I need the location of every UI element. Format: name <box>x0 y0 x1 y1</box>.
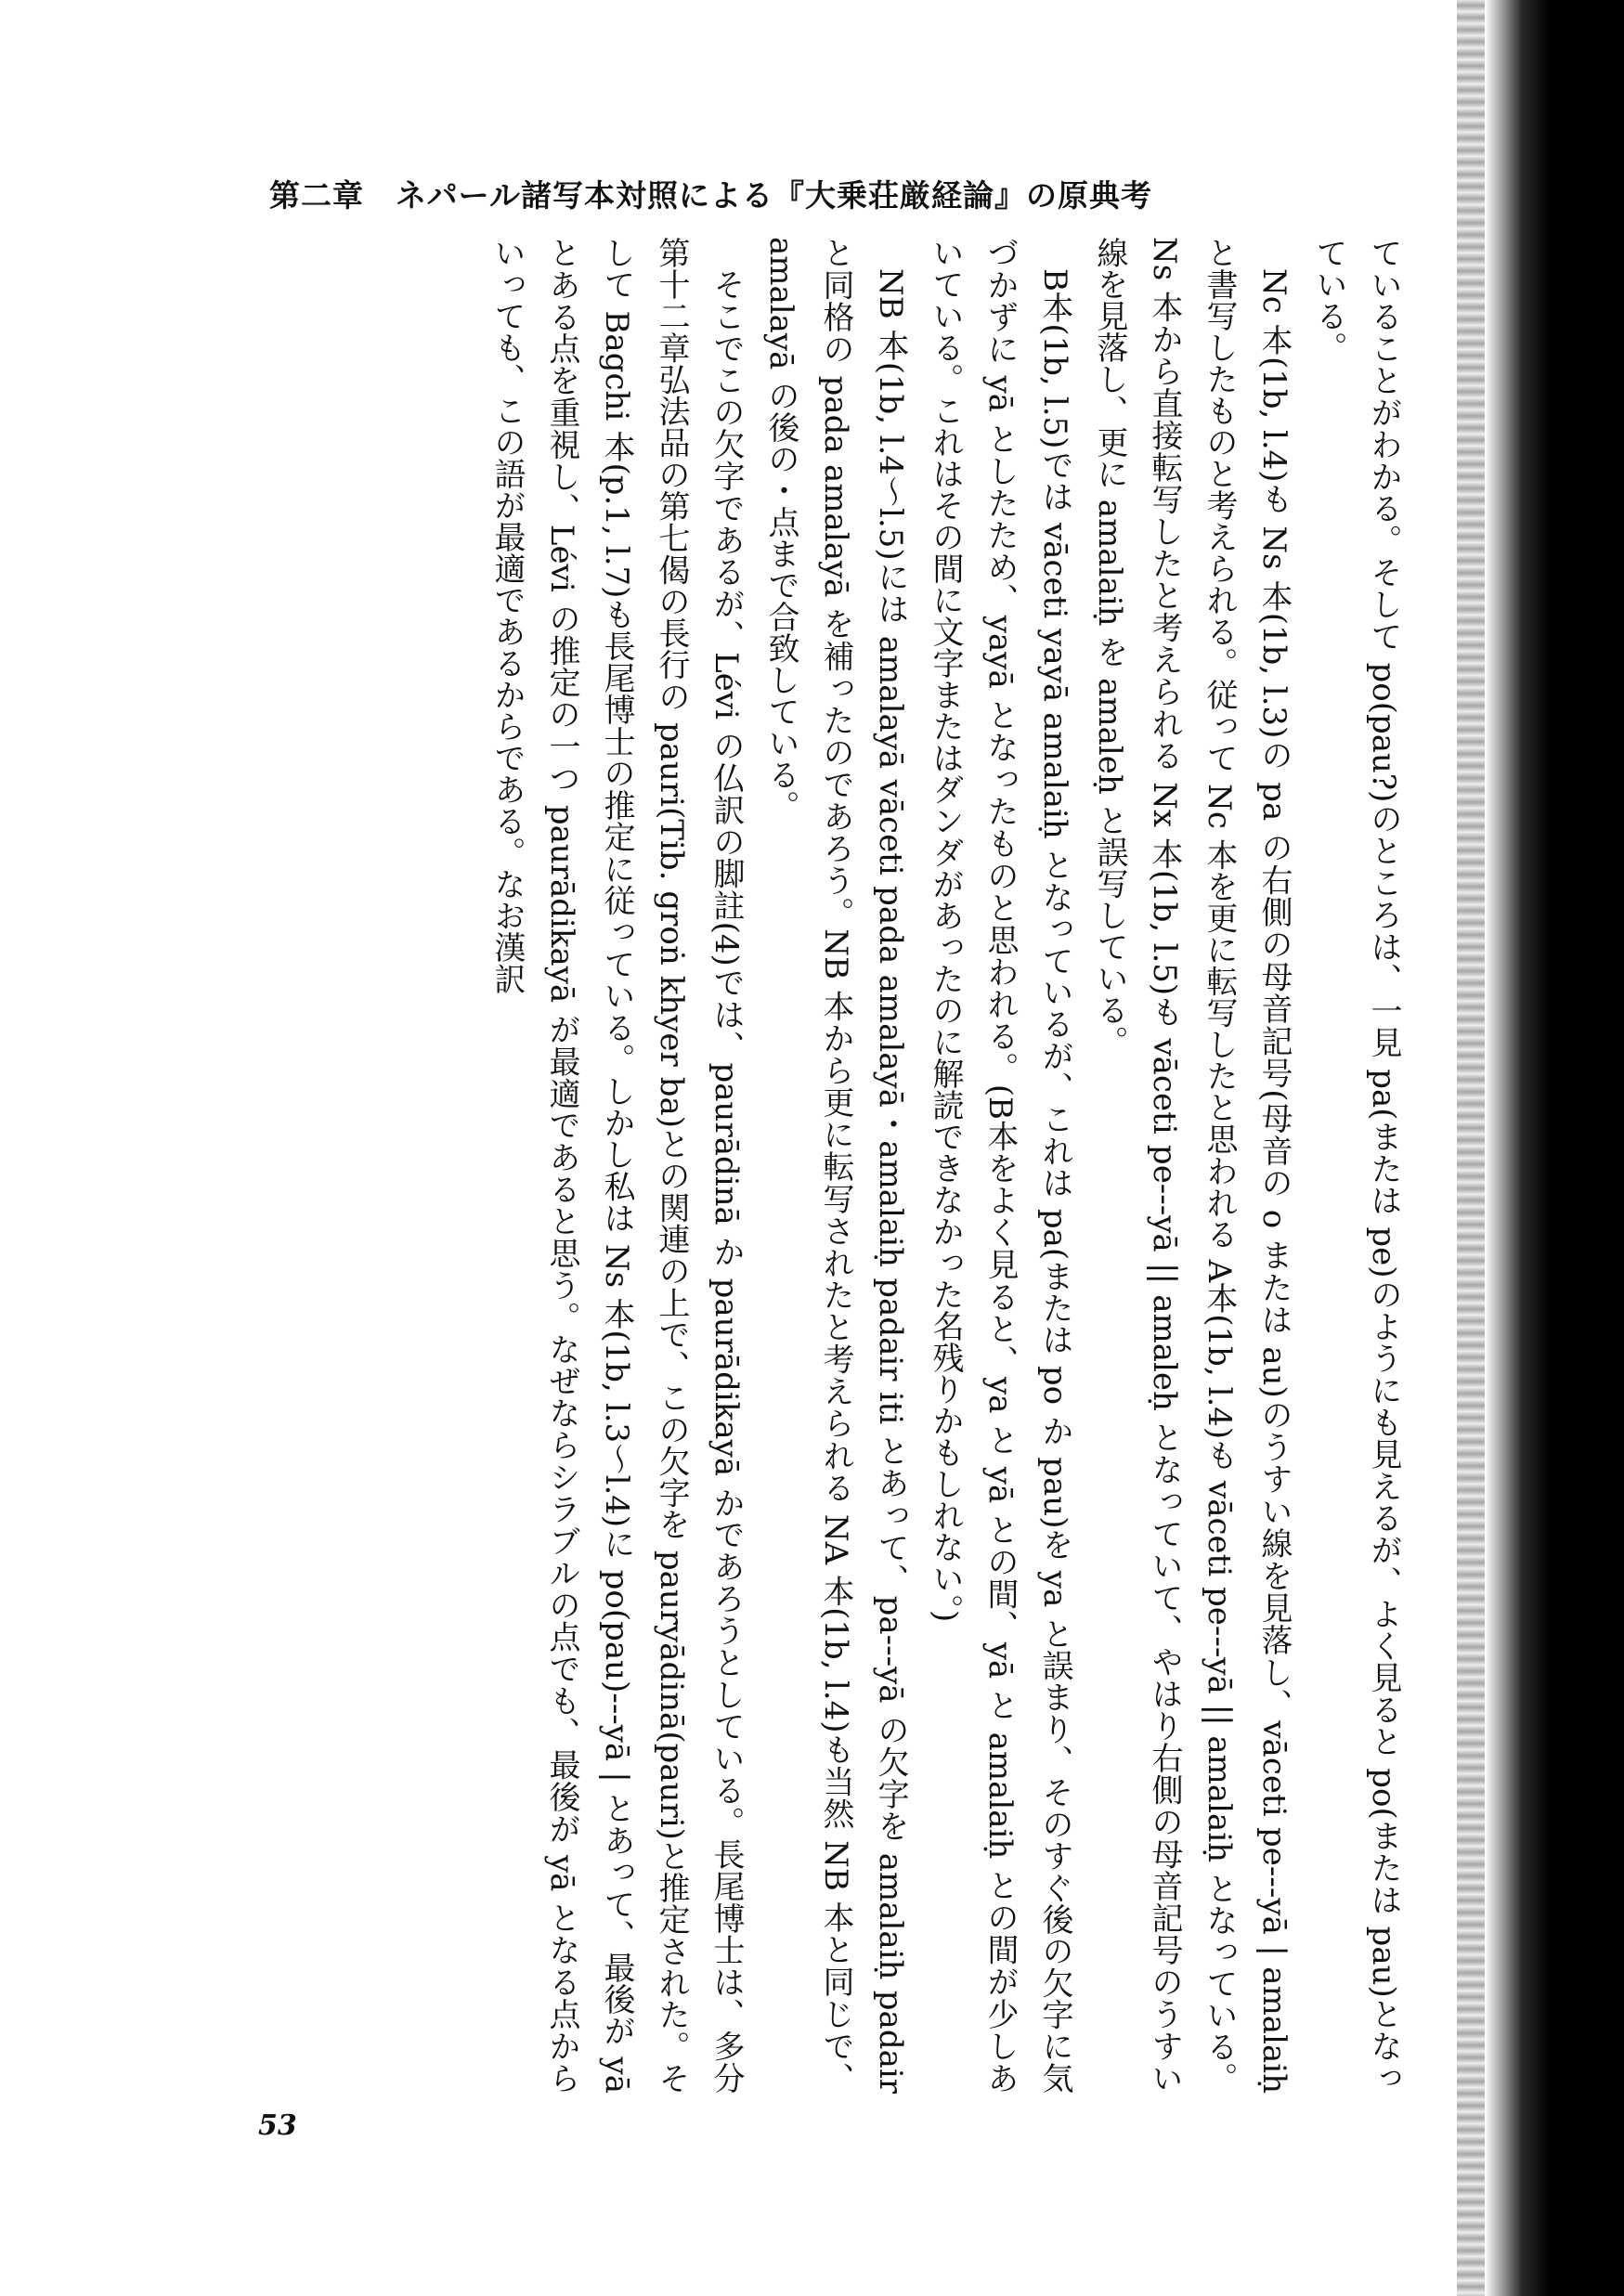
scan-shadow <box>1457 0 1485 2296</box>
scan-edge <box>1485 0 1624 2296</box>
running-head: 第二章 ネパール諸写本対照による『大乗荘厳経論』の原典考 <box>269 177 1153 214</box>
paragraph-3: B本(1b, l.5)では vāceti yayā amalaiḥ となっているが、これは pa(または po か pau)を ya と誤まり、そのすぐ後の欠字に気づかずに yā としたため、yayā となったものと思われる。(B本をよく見ると、ya と yā との間、yā と amalaiḥ との間が少しあいている。これはその間に文字またはダンダがあったのに解読できなかった名残りかもしれない。) <box>927 237 1073 2094</box>
paragraph-1: ていることがわかる。そして po(pau?)のところは、一見 pa(または pe)のようにも見えるが、よく見ると po(または pau)となっている。 <box>1310 237 1402 2094</box>
paragraph-2: Nc 本(1b, l.4)も Ns 本(1b, l.3)の pa の右側の母音記号(母音の o または au)のうすい線を見落し、vāceti pe‑‑‑yā | amalaiḥ と書写したものと考えられる。従って Nc 本を更に転写したと思われる A本(1b, l.4)も vāceti pe‑‑‑yā || amalaiḥ となっている。Ns 本から直接転写したと考えられる Nx 本(1b, l.5)も vāceti pe‑‑‑yā || amaleḥ となっていて、やはり右側の母音記号のうすい線を見落し、更に amalaiḥ を amaleḥ と誤写している。 <box>1091 237 1293 2094</box>
page-number: 53 <box>258 2109 297 2142</box>
paragraph-4: NB 本(1b, l.4〜l.5)には amalayā vāceti pada amalayā・amalaiḥ padair iti とあって、pa‑‑‑yā の欠字を amalaiḥ padair と同格の pada amalayā を補ったのであろう。NB 本から更に転写されたと考えられる NA 本(1b, l.4)も当然 NB 本と同じで、amalayā の後の・点まで合致している。 <box>762 237 909 2094</box>
paragraph-5: そこでこの欠字であるが、Lévi の仏訳の脚註(4)では、paurādinā か paurādikayā かであろうとしている。長尾博士は、多分第十二章弘法品の第七偈の長行の pauri(Tib. groṅ khyer ba)との関連の上で、この欠字を pauryādinā(pauri)と推定された。そして Bagchi 本(p.1, l.7)も長尾博士の推定に従っている。しかし私は Ns 本(1b, l.3〜l.4)に po(pau)‑‑‑yā | とあって、最後が yā とある点を重視し、Lévi の推定の一つ paurādikayā が最適であると思う。なぜならシラブルの点でも、最後が yā となる点からいっても、この語が最適であるからである。なお漢訳 <box>488 237 745 2094</box>
body-text <box>240 237 1410 2094</box>
